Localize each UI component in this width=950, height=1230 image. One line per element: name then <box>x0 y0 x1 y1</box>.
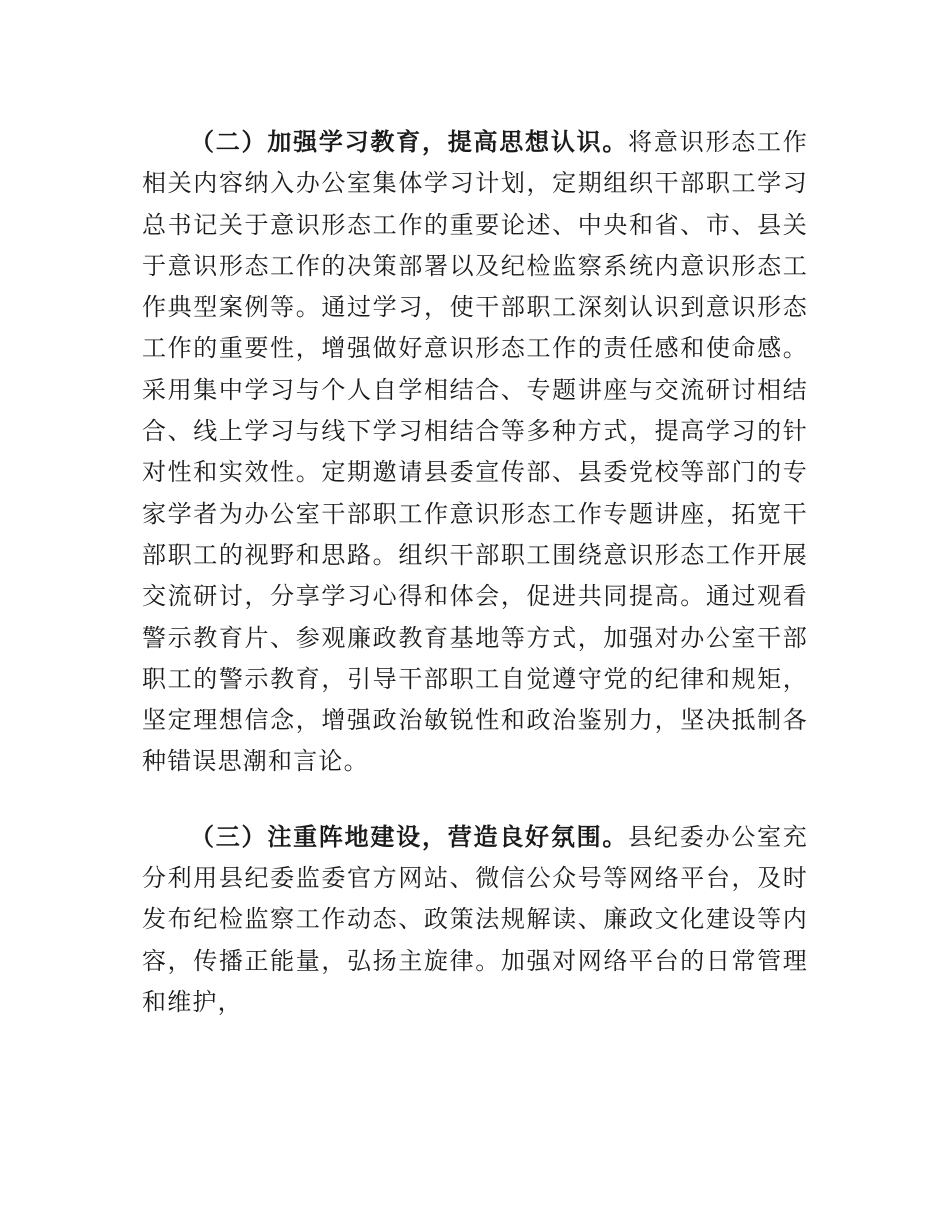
section-heading-3: （三）注重阵地建设，营造良好氛围。 <box>190 822 629 851</box>
paragraph-platform-building <box>142 817 808 1023</box>
paragraph-study-education <box>142 122 808 783</box>
section-heading-2: （二）加强学习教育，提高思想认识。 <box>190 128 629 156</box>
section-body-2: 将意识形态工作相关内容纳入办公室集体学习计划，定期组织干部职工学习总书记关于意识形态工作的重要论述、中央和省、市、县关于意识形态工作的决策部署以及纪检监察系统内意识形态工作典型案例等。通过学习，使干部职工深刻认识到意识形态工作的重要性，增强做好意识形态工作的责任感和使命感。采用集中学习与个人自学相结合、专题讲座与交流研讨相结合、线上学习与线下学习相结合等多种方式，提高学习的针对性和实效性。定期邀请县委宣传部、县委党校等部门的专家学者为办公室干部职工作意识形态工作专题讲座，拓宽干部职工的视野和思路。组织干部职工围绕意识形态工作开展交流研讨，分享学习心得和体会，促进共同提高。通过观看警示教育片、参观廉政教育基地等方式，加强对办公室干部职工的警示教育，引导干部职工自觉遵守党的纪律和规矩，坚定理想信念，增强政治敏锐性和政治鉴别力，坚决抵制各种错误思潮和言论。 <box>142 128 808 776</box>
section-body-3: 县纪委办公室充分利用县纪委监委官方网站、微信公众号等网络平台，及时发布纪检监察工作动态、政策法规解读、廉政文化建设等内容，传播正能量，弘扬主旋律。加强对网络平台的日常管理和维护， <box>142 822 808 1016</box>
document-body <box>142 122 808 1023</box>
